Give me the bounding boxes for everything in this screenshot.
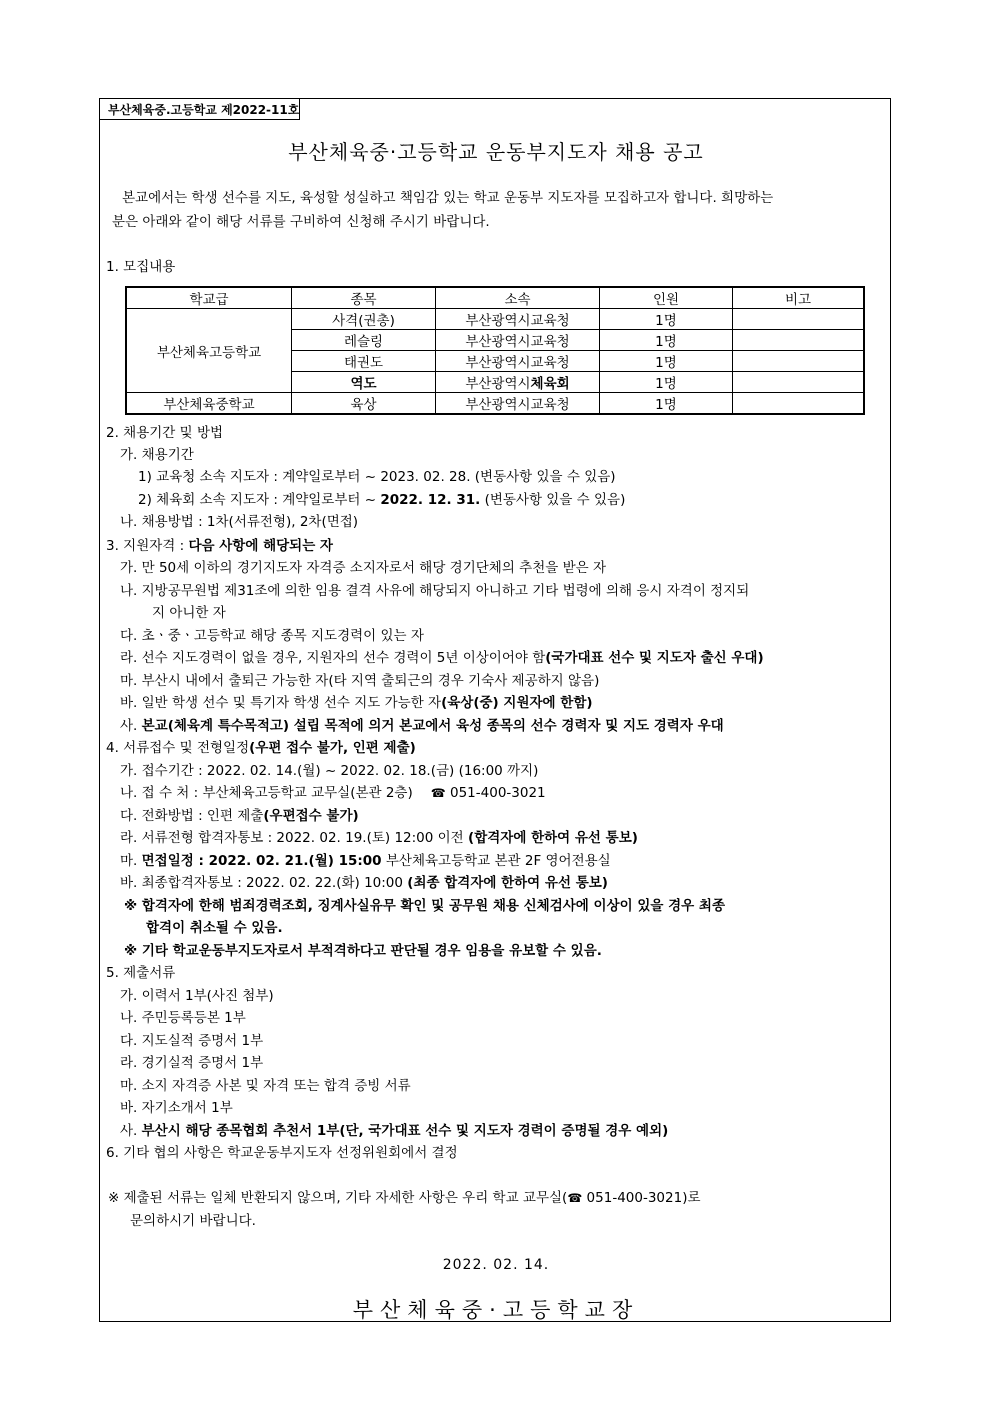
section4-note2: ※ 기타 학교운동부지도자로서 부적격하다고 판단될 경우 임용을 유보할 수 있음.: [124, 943, 602, 959]
announcement-date: 2022. 02. 14.: [442, 1257, 550, 1273]
a2-suffix: (변동사항 있을 수 있음): [480, 492, 626, 508]
principal-signature: 부산체육중·고등학교장: [352, 1298, 640, 1322]
document-number: 부산체육중.고등학교 제2022-11호: [100, 99, 300, 120]
cell-count: 1명: [600, 393, 733, 415]
s4c-bold: (우편접수 불가): [263, 808, 359, 824]
cell-org: [436, 372, 600, 393]
phone-icon: ☎: [567, 1191, 583, 1205]
recruit-table: [125, 286, 865, 415]
a2-bold: 2022. 12. 31.: [380, 492, 481, 508]
s4e-suffix: 부산체육고등학교 본관 2F 영어전용실: [381, 853, 611, 869]
cell-note: [733, 372, 865, 393]
cell-org-prefix: 부산광역시: [465, 376, 531, 392]
cell-note: [733, 309, 865, 330]
section3-item-g: [120, 716, 724, 736]
cell-count: 1명: [600, 309, 733, 330]
a2-prefix: 2) 체육회 소속 지도자 : 계약일로부터 ~: [138, 492, 381, 508]
s3f-prefix: 바. 일반 학생 선수 및 특기자 학생 선수 지도 가능한 자: [120, 695, 442, 711]
section2-heading: 2. 채용기간 및 방법: [106, 425, 224, 441]
phone-icon: ☎: [430, 786, 446, 800]
cell-note: [733, 393, 865, 415]
footer-note-line-1: [108, 1188, 701, 1208]
section5-item-e: 마. 소지 자격증 사본 및 자격 또는 합격 증빙 서류: [120, 1078, 411, 1094]
section5-item-b: 나. 주민등록등본 1부: [120, 1010, 246, 1026]
table-row: [126, 393, 864, 415]
footer-note-line-2: 문의하시기 바랍니다.: [130, 1213, 256, 1229]
header-note: 비고: [733, 287, 865, 309]
s4e-bold: 면접일정 : 2022. 02. 21.(월) 15:00: [141, 853, 382, 869]
section4-item-e: [120, 851, 611, 871]
section4-item-a: 가. 접수기간 : 2022. 02. 14.(월) ~ 2022. 02. 18.(금) (16:00 까지): [120, 763, 539, 779]
header-school: 학교급: [126, 287, 292, 309]
s4-heading-bold: (우편 접수 불가, 인편 제출): [249, 740, 416, 756]
cell-org-bold: 체육회: [530, 376, 570, 392]
s3g-bold: 본교(체육계 특수목적고) 설립 목적에 의거 본교에서 육성 종목의 선수 경력자 및 지도 경력자 우대: [141, 718, 724, 734]
s4c-prefix: 다. 전화방법 : 인편 제출: [120, 808, 264, 824]
cell-sport: 역도: [292, 372, 436, 393]
s5g-prefix: 사.: [120, 1123, 142, 1139]
s4b-text: 나. 접 수 처 : 부산체육고등학교 교무실(본관 2층): [120, 785, 413, 801]
cell-org: 부산광역시교육청: [436, 330, 600, 351]
cell-sport: 육상: [292, 393, 436, 415]
section4-item-c: [120, 806, 359, 826]
intro-line-1: 본교에서는 학생 선수를 지도, 육성할 성실하고 책임감 있는 학교 운동부 지도자를 모집하고자 합니다. 희망하는: [122, 190, 774, 206]
section4-item-f: [120, 873, 608, 893]
cell-sport: 레슬링: [292, 330, 436, 351]
section4-heading: [106, 738, 416, 758]
s4f-bold: (최종 합격자에 한하여 유선 통보): [407, 875, 608, 891]
cell-sport: 사격(권총): [292, 309, 436, 330]
s3d-bold: (국가대표 선수 및 지도자 출신 우대): [545, 650, 764, 666]
s4d-bold: (합격자에 한하여 유선 통보): [468, 830, 638, 846]
s3g-prefix: 사.: [120, 718, 142, 734]
section3-item-c: 다. 초ㆍ중ㆍ고등학교 해당 종목 지도경력이 있는 자: [120, 628, 424, 644]
s3-heading-bold: 다음 사항에 해당되는 자: [188, 538, 333, 554]
section5-item-g: [120, 1121, 668, 1141]
section6-line: 6. 기타 협의 사항은 학교운동부지도자 선정위원회에서 결정: [106, 1145, 458, 1161]
table-header-row: [126, 287, 864, 309]
s3-heading-prefix: 3. 지원자격 :: [106, 538, 189, 554]
header-count: 인원: [600, 287, 733, 309]
cell-note: [733, 351, 865, 372]
cell-org: 부산광역시교육청: [436, 309, 600, 330]
section3-item-b1: 나. 지방공무원법 제31조에 의한 임용 결격 사유에 해당되지 아니하고 기타 법령에 의해 응시 자격이 정지되: [120, 583, 750, 599]
section3-heading: [106, 536, 333, 556]
page-title: 부산체육중·고등학교 운동부지도자 채용 공고: [288, 140, 704, 164]
section4-note1a: ※ 합격자에 한해 범죄경력조회, 징계사실유무 확인 및 공무원 채용 신체검사에 이상이 있을 경우 최종: [124, 898, 725, 914]
section2-item-b: 나. 채용방법 : 1차(서류전형), 2차(면접): [120, 514, 359, 530]
section3-item-e: 마. 부산시 내에서 출퇴근 가능한 자(타 지역 출퇴근의 경우 기숙사 제공하지 않음): [120, 673, 600, 689]
s4d-prefix: 라. 서류전형 합격자통보 : 2022. 02. 19.(토) 12:00 이전: [120, 830, 469, 846]
section5-item-d: 라. 경기실적 증명서 1부: [120, 1055, 264, 1071]
school-high: 부산체육고등학교: [126, 309, 292, 393]
section5-heading: 5. 제출서류: [106, 965, 176, 981]
cell-count: 1명: [600, 330, 733, 351]
header-org: 소속: [436, 287, 600, 309]
section5-item-c: 다. 지도실적 증명서 1부: [120, 1033, 264, 1049]
cell-note: [733, 330, 865, 351]
section2-item-a: 가. 채용기간: [120, 447, 194, 463]
s4b-phone: 051-400-3021: [450, 785, 546, 801]
section3-item-d: [120, 648, 764, 668]
cell-org: 부산광역시교육청: [436, 351, 600, 372]
section3-item-b2: 지 아니한 자: [152, 605, 226, 621]
s3d-prefix: 라. 선수 지도경력이 없을 경우, 지원자의 선수 경력이 5년 이상이어야 함: [120, 650, 546, 666]
section1-heading: 1. 모집내용: [106, 259, 176, 275]
section4-item-b: [120, 783, 546, 803]
s5g-bold: 부산시 해당 종목협회 추천서 1부(단, 국가대표 선수 및 지도자 경력이 증명될 경우 예외): [141, 1123, 669, 1139]
section5-item-f: 바. 자기소개서 1부: [120, 1100, 233, 1116]
cell-count: 1명: [600, 372, 733, 393]
s4-heading-prefix: 4. 서류접수 및 전형일정: [106, 740, 250, 756]
table-row: [126, 309, 864, 330]
section2-item-a1: 1) 교육청 소속 지도자 : 계약일로부터 ~ 2023. 02. 28. (변동사항 있을 수 있음): [138, 469, 616, 485]
section4-note1b: 합격이 취소될 수 있음.: [146, 920, 283, 936]
cell-org: 부산광역시교육청: [436, 393, 600, 415]
footer-note-suffix: 051-400-3021)로: [582, 1190, 701, 1206]
footer-note-prefix: ※ 제출된 서류는 일체 반환되지 않으며, 기타 자세한 사항은 우리 학교 교무실(: [108, 1190, 568, 1206]
section4-item-d: [120, 828, 638, 848]
cell-sport: 태권도: [292, 351, 436, 372]
s3f-bold: (육상(중) 지원자에 한함): [441, 695, 593, 711]
intro-line-2: 분은 아래와 같이 해당 서류를 구비하여 신청해 주시기 바랍니다.: [112, 214, 490, 230]
s4f-prefix: 바. 최종합격자통보 : 2022. 02. 22.(화) 10:00: [120, 875, 408, 891]
school-middle: 부산체육중학교: [126, 393, 292, 415]
s4e-prefix: 마.: [120, 853, 142, 869]
cell-count: 1명: [600, 351, 733, 372]
section3-item-f: [120, 693, 593, 713]
section2-item-a2: [138, 490, 625, 510]
section5-item-a: 가. 이력서 1부(사진 첨부): [120, 988, 274, 1004]
section3-item-a: 가. 만 50세 이하의 경기지도자 자격증 소지자로서 해당 경기단체의 추천을 받은 자: [120, 560, 606, 576]
header-sport: 종목: [292, 287, 436, 309]
